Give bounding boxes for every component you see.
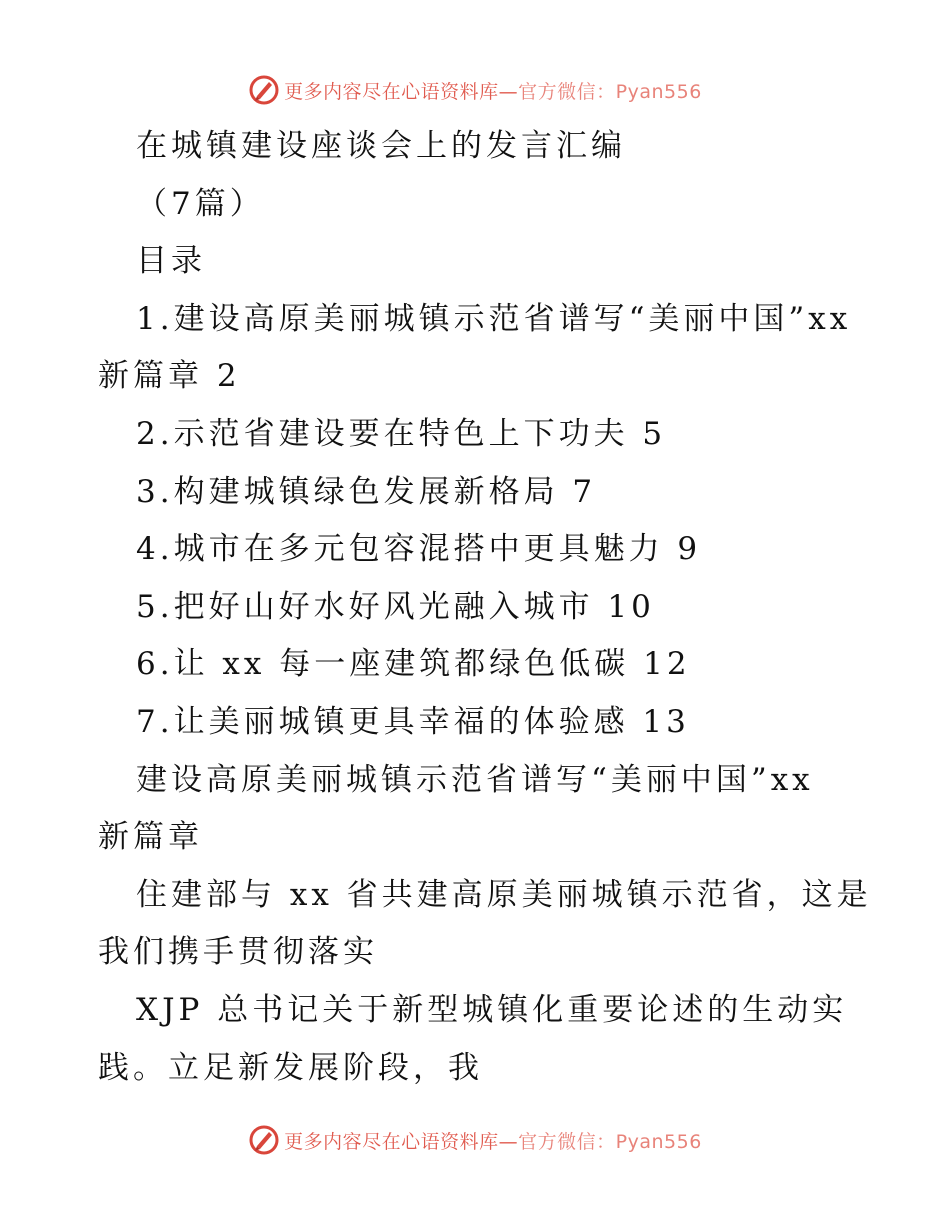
toc-item: 1.建设高原美丽城镇示范省谱写“美丽中国”xx bbox=[136, 300, 852, 337]
article-count: （7篇） bbox=[136, 185, 265, 222]
document-body bbox=[0, 118, 950, 1097]
paragraph-line: 住建部与 xx 省共建高原美丽城镇示范省，这是 bbox=[136, 876, 872, 913]
paragraph-line: XJP 总书记关于新型城镇化重要论述的生动实 bbox=[136, 991, 848, 1028]
toc-item: 7.让美丽城镇更具幸福的体验感 13 bbox=[136, 703, 690, 740]
toc-item: 4.城市在多元包容混搭中更具魅力 9 bbox=[136, 531, 702, 568]
toc-item-continued: 新篇章 2 bbox=[98, 358, 241, 395]
section-heading-continued: 新篇章 bbox=[98, 819, 203, 856]
toc-item: 3.构建城镇绿色发展新格局 7 bbox=[136, 473, 597, 510]
paragraph-line: 我们携手贯彻落实 bbox=[98, 934, 378, 971]
watermark-text: 更多内容尽在心语资料库—官方微信：Pyan556 bbox=[284, 1130, 702, 1153]
toc-item: 6.让 xx 每一座建筑都绿色低碳 12 bbox=[136, 646, 691, 683]
toc-heading: 目录 bbox=[136, 243, 206, 280]
toc-item: 5.把好山好水好风光融入城市 10 bbox=[136, 588, 655, 625]
paragraph-line: 践。立足新发展阶段，我 bbox=[98, 1049, 483, 1086]
toc-item: 2.示范省建设要在特色上下功夫 5 bbox=[136, 415, 667, 452]
section-heading: 建设高原美丽城镇示范省谱写“美丽中国”xx bbox=[136, 761, 814, 798]
document-title: 在城镇建设座谈会上的发言汇编 bbox=[136, 128, 626, 164]
pen-seal-icon bbox=[248, 74, 280, 106]
watermark-header bbox=[0, 70, 950, 110]
watermark-text: 更多内容尽在心语资料库—官方微信：Pyan556 bbox=[284, 80, 702, 103]
pen-seal-icon bbox=[248, 1124, 280, 1156]
watermark-footer bbox=[0, 1120, 950, 1160]
